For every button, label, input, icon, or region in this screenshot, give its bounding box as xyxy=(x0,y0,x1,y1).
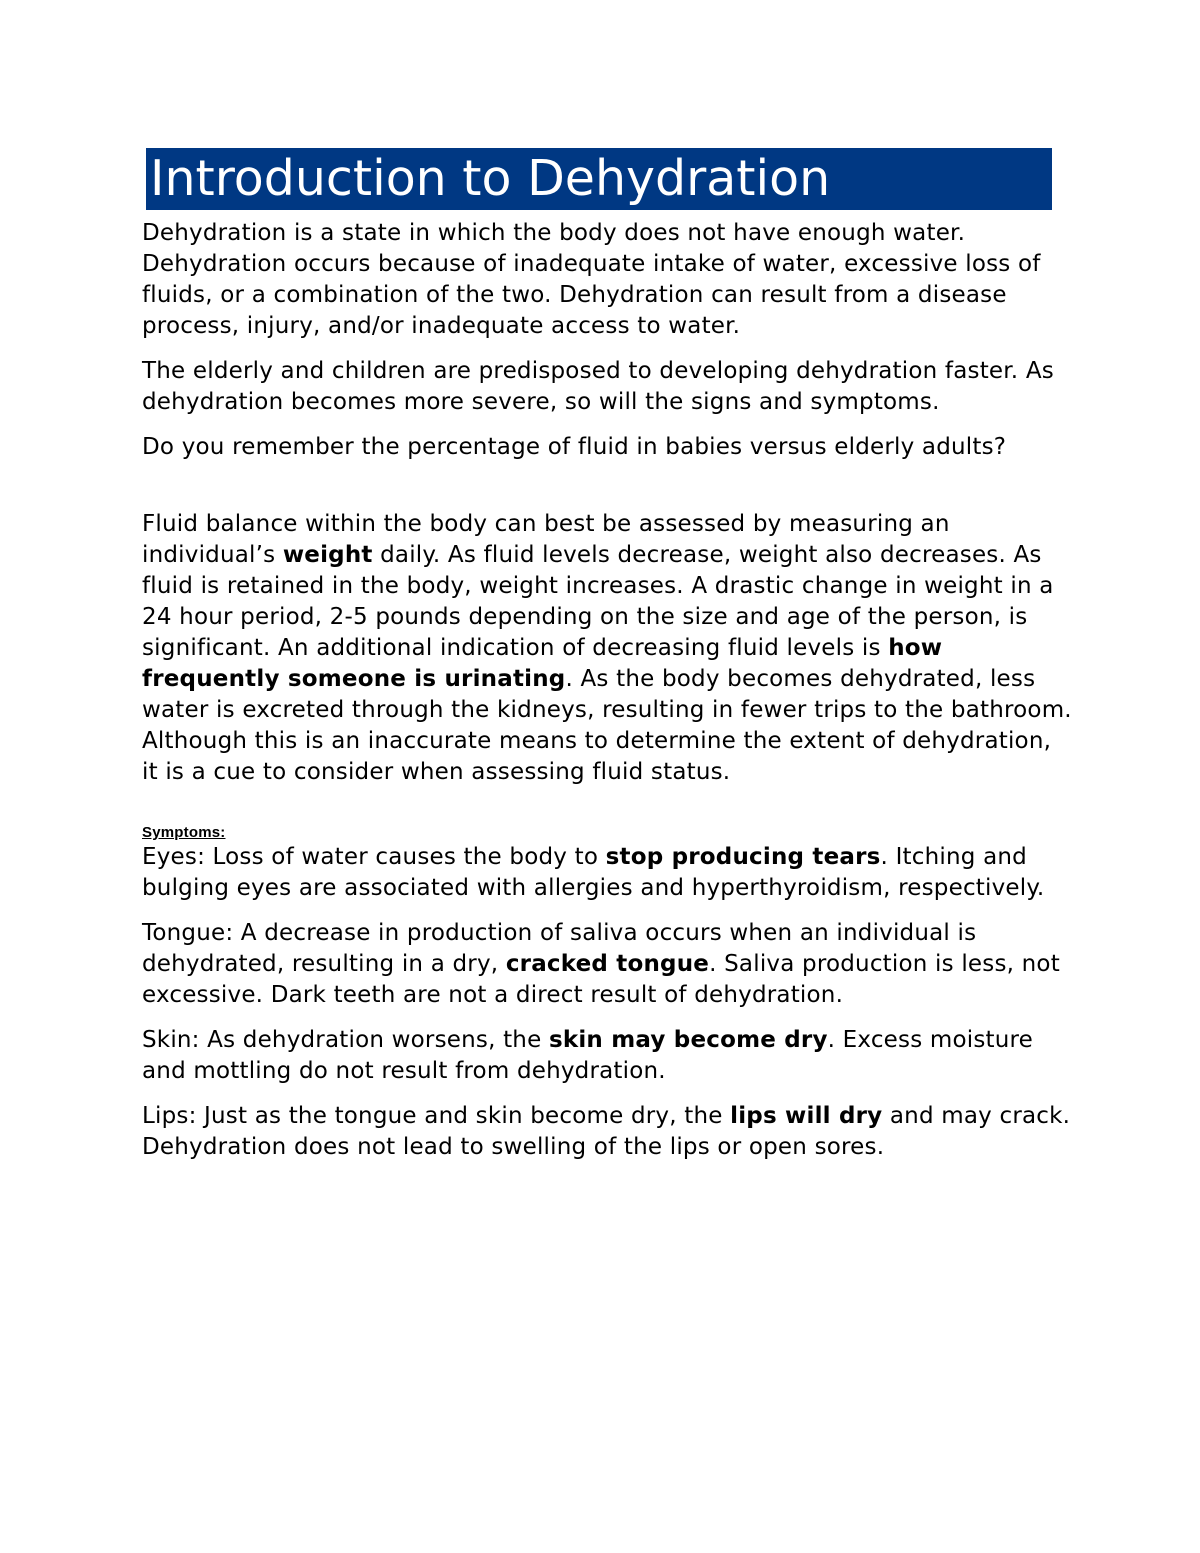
fluid-balance-bold-urinating: how frequently someone is urinating xyxy=(142,635,943,692)
fluid-balance-paragraph xyxy=(142,509,1072,788)
symptom-skin xyxy=(142,1025,1072,1087)
title-banner xyxy=(146,148,1052,210)
symptom-lips-bold: lips will dry xyxy=(730,1103,883,1129)
symptom-tongue-bold: cracked tongue xyxy=(505,951,710,977)
symptom-skin-text-2: . Excess moisture and mottling do not result from dehydration. xyxy=(142,1027,1034,1084)
symptom-eyes-text-2: . Itching and bulging eyes are associated with allergies and hyperthyroidism, respectively. xyxy=(142,844,1045,901)
symptom-lips xyxy=(142,1101,1072,1163)
intro-paragraph-risk-groups: The elderly and children are predisposed to developing dehydration faster. As dehydration becomes more severe, so will the signs and symptoms. xyxy=(142,358,1054,415)
symptom-lips-text-2: and may crack. Dehydration does not lead to swelling of the lips or open sores. xyxy=(142,1103,1071,1160)
symptom-tongue xyxy=(142,918,1072,1011)
symptom-eyes xyxy=(142,842,1072,904)
page-title: Introduction to Dehydration xyxy=(150,150,831,207)
fluid-balance-text-3: . As the body becomes dehydrated, less water is excreted through the kidneys, resulting in fewer trips to the bathroom. Although this is an inaccurate means to determine the extent of dehydration, it is a cue to consider when assessing fluid status. xyxy=(142,666,1072,785)
symptoms-heading: Symptoms: xyxy=(142,824,226,841)
fluid-balance-bold-weight: weight xyxy=(282,542,373,568)
symptom-tongue-text-1: Tongue: A decrease in production of saliva occurs when an individual is dehydrated, resulting in a dry, xyxy=(142,920,977,977)
fluid-balance-text-2: daily. As fluid levels decrease, weight also decreases. As fluid is retained in the body, weight increases. A drastic change in weight in a 24 hour period, 2-5 pounds depending on the size and age of the person, is significant. An additional indication of decreasing fluid levels is xyxy=(142,542,1054,661)
symptom-eyes-bold: stop producing tears xyxy=(605,844,881,870)
fluid-balance-text-1: Fluid balance within the body can best be assessed by measuring an individual’s xyxy=(142,511,950,568)
symptom-skin-text-1: Skin: As dehydration worsens, the xyxy=(142,1027,549,1053)
symptom-lips-text-1: Lips: Just as the tongue and skin become dry, the xyxy=(142,1103,731,1129)
symptom-tongue-text-2: . Saliva production is less, not excessive. Dark teeth are not a direct result of dehydration. xyxy=(142,951,1060,1008)
document-body xyxy=(142,218,1072,1177)
intro-paragraph-definition: Dehydration is a state in which the body does not have enough water. Dehydration occurs because of inadequate intake of water, excessive loss of fluids, or a combination of the two. Dehydration can result from a disease process, injury, and/or inadequate access to water. xyxy=(142,220,1041,339)
symptom-eyes-text-1: Eyes: Loss of water causes the body to xyxy=(142,844,606,870)
intro-paragraph-question: Do you remember the percentage of fluid in babies versus elderly adults? xyxy=(142,434,1007,460)
symptom-skin-bold: skin may become dry xyxy=(548,1027,828,1053)
